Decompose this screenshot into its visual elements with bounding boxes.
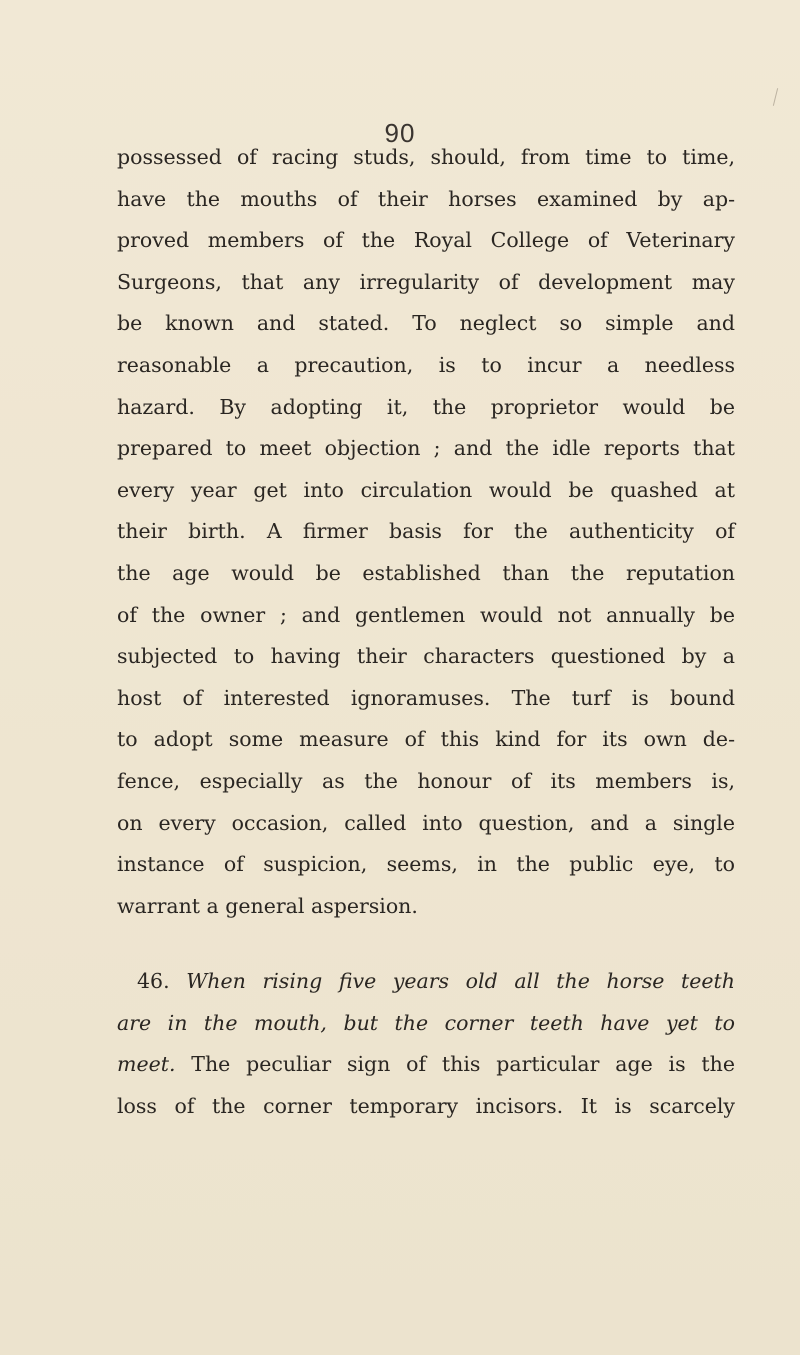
text-line: loss of the corner temporary incisors. It is scarcely <box>117 1094 735 1119</box>
paragraph-gap <box>117 927 735 961</box>
text-line <box>117 1044 735 1086</box>
section-text: The peculiar sign of this particular age is the <box>191 1052 735 1077</box>
section-heading-italic: meet. <box>117 1052 176 1077</box>
text-line: hazard. By adopting it, the proprietor would be <box>117 394 735 419</box>
text-line: instance of suspicion, seems, in the public eye, to <box>117 852 735 877</box>
text-line: to adopt some measure of this kind for its own de- <box>117 727 735 752</box>
text-line: be known and stated. To neglect so simple and <box>117 311 735 336</box>
section-number: 46. <box>137 969 170 994</box>
text-line: proved members of the Royal College of Veterinary <box>117 228 735 253</box>
text-line: prepared to meet objection ; and the idle reports that <box>117 436 735 461</box>
section-heading-italic: are in the mouth, but the corner teeth have yet to <box>117 1010 735 1035</box>
text-line: have the mouths of their horses examined by ap- <box>117 186 735 211</box>
text-line: every year get into circulation would be quashed at <box>117 477 735 502</box>
paragraph-2 <box>117 961 735 1127</box>
text-line: warrant a general aspersion. <box>117 893 418 918</box>
text-line: reasonable a precaution, is to incur a needless <box>117 352 735 377</box>
text-line: possessed of racing studs, should, from time to time, <box>117 145 735 169</box>
text-line <box>117 961 735 1003</box>
page-blemish <box>773 88 778 106</box>
text-line: subjected to having their characters questioned by a <box>117 644 735 669</box>
paragraph-1 <box>117 137 735 927</box>
text-line: fence, especially as the honour of its members is, <box>117 768 735 793</box>
text-line: Surgeons, that any irregularity of development may <box>117 269 735 294</box>
section-heading-italic: When rising five years old all the horse teeth <box>186 969 735 994</box>
page-number: 90 <box>384 118 416 148</box>
text-line: the age would be established than the reputation <box>117 560 735 585</box>
text-line: host of interested ignoramuses. The turf is bound <box>117 685 735 710</box>
body-text <box>117 137 735 1128</box>
text-line: of the owner ; and gentlemen would not annually be <box>117 602 735 627</box>
text-line <box>117 1003 735 1045</box>
text-line: on every occasion, called into question, and a single <box>117 810 735 835</box>
text-line: their birth. A firmer basis for the authenticity of <box>117 519 735 544</box>
